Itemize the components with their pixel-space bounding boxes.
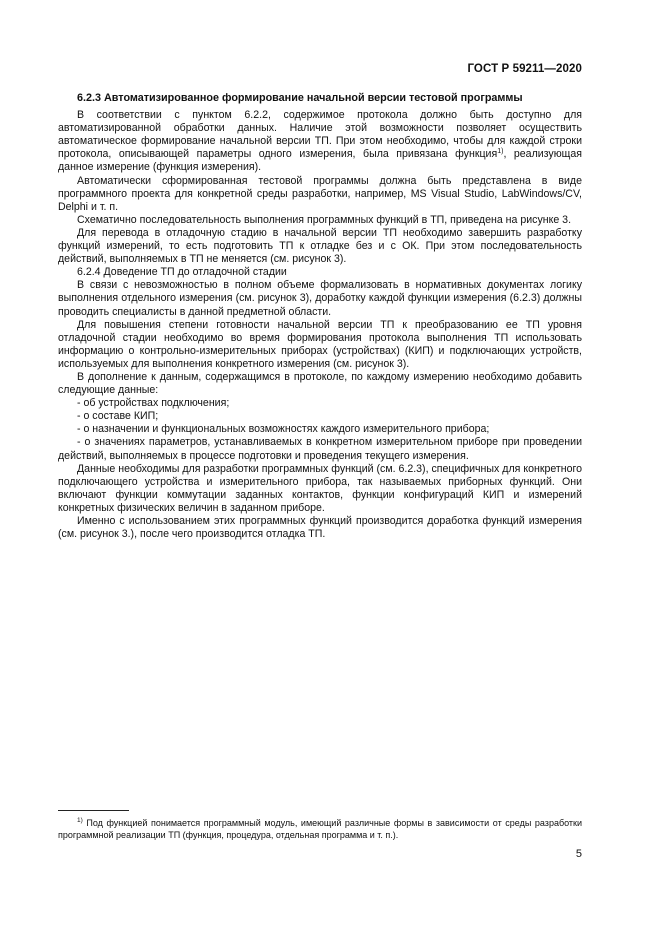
footnote-marker: 1) [77,817,83,824]
paragraph: В связи с невозможностью в полном объеме формализовать в нормативных документах логику выполнения отдельного измерения (см. рисунок 3), доработку каждой функции измерения (6.2.3) должны проводить специалисты в данной предметной области. [58,279,582,318]
page-body [58,92,582,541]
list-item: - об устройствах подключения; [77,397,230,410]
paragraph: В дополнение к данным, содержащимся в протоколе, по каждому измерению необходимо добавить следующие данные: [58,370,582,397]
paragraph: Данные необходимы для разработки программных функций (см. 6.2.3), специфичных для конкретного подключающего устройства и измерительного прибора, так называемых приборных функций. Они включают функции коммутации заданных контактов, функции конфигураций КИП и измерений конкретных физических величин в заданном приборе. [58,462,582,514]
paragraph: Именно с использованием этих программных функций производится доработка функций измерения (см. рисунок 3.), после чего производится отладка ТП. [58,515,582,541]
paragraph: Схематично последовательность выполнения программных функций в ТП, приведена на рисунке 3. [77,213,572,226]
paragraph: Автоматически сформированная тестовой программы должна быть представлена в виде программного проекта для конкретной среды разработки, например, MS Visual Studio, LabWindows/CV, Delphi и т. п. [58,174,582,213]
section-heading-6-2-3: 6.2.3 Автоматизированное формирование начальной версии тестовой программы [77,92,523,104]
list-item: - о назначении и функциональных возможностях каждого измерительного прибора; [77,423,490,436]
list-item: - о значениях параметров, устанавливаемых в конкретном измерительном приборе при проведении действий, выполняемых в процессе подготовки и проведения текущего измерения. [58,436,582,462]
section-heading-6-2-4: 6.2.4 Доведение ТП до отладочной стадии [77,266,287,279]
page-number: 5 [575,848,582,860]
footnote-reference[interactable]: 1) [497,148,504,156]
paragraph-text: В соответствии с пунктом 6.2.2, содержимое протокола должно быть доступно для автоматизированной обработки данных. Наличие этой возможности позволяет осуществить автоматическое формирование начальной версии ТП. При этом необходимо, чтобы для каждой строки протокола, описывающей параметры одного измерения, была привязана функция [58,109,582,161]
paragraph-text: , реализующая данное измерение (функция измерения). [58,148,582,174]
footnote-divider [58,810,129,811]
list-item: - о составе КИП; [77,410,159,423]
document-header: ГОСТ Р 59211—2020 [467,63,582,75]
paragraph: Для повышения степени готовности начальной версии ТП к преобразованию ее ТП уровня отладочной стадии необходимо во время формирования протокола выполнения ТП использовать информацию о контрольно-измерительных приборах (устройствах) (КИП) и подключающих устройств, используемых для выполнения конкретного измерения (см. рисунок 3). [58,318,582,370]
paragraph [58,109,582,174]
paragraph: Для перевода в отладочную стадию в начальной версии ТП необходимо завершить разработку функций измерений, то есть подготовить ТП к отладке без и с ОК. При этом последовательность действий, выполняемых в ТП не меняется (см. рисунок 3). [58,226,582,266]
footnote-text: Под функцией понимается программный модуль, имеющий различные формы в зависимости от среды разработки программной реализации ТП (функция, процедура, отдельная программа и т. п.). [58,818,582,840]
footnote [58,817,582,841]
data-list [58,397,582,462]
